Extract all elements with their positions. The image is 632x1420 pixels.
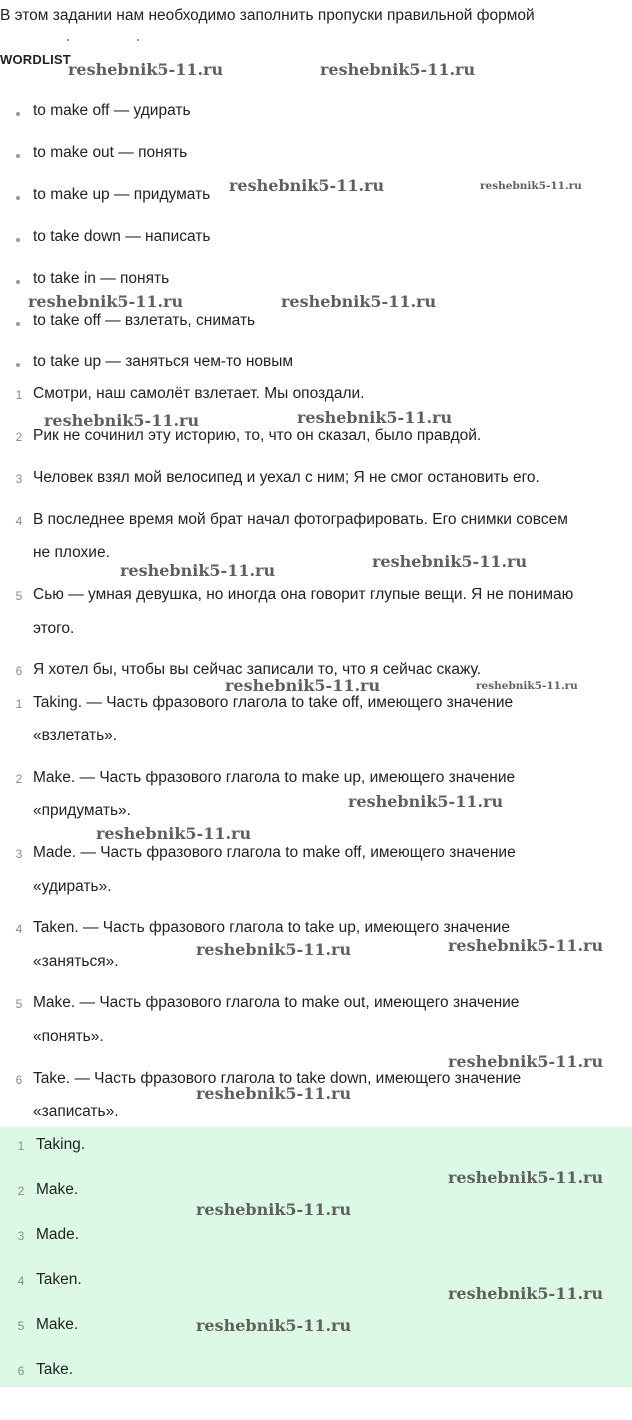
watermark: reshebnik5-11.ru xyxy=(281,292,437,311)
watermark: reshebnik5-11.ru xyxy=(348,792,504,811)
intro-text: В этом задании нам необходимо заполнить пропуски правильной формой xyxy=(0,7,535,24)
bullet-icon xyxy=(16,322,20,326)
answers-box: 1 Taking. 2 Make. 3 Made. 4 Taken. 5 Make. 6 Take. xyxy=(0,1127,632,1387)
watermark: reshebnik5-11.ru xyxy=(225,676,381,695)
watermark: reshebnik5-11.ru xyxy=(297,408,453,427)
watermark: reshebnik5-11.ru xyxy=(480,180,582,192)
bullet-icon xyxy=(16,363,20,367)
watermark: reshebnik5-11.ru xyxy=(372,552,528,571)
list-item-continuation: «удирать». xyxy=(33,878,112,895)
watermark: reshebnik5-11.ru xyxy=(448,1284,604,1303)
watermark: reshebnik5-11.ru xyxy=(196,940,352,959)
watermark: reshebnik5-11.ru xyxy=(44,411,200,430)
list-item-continuation: «записать». xyxy=(33,1103,119,1120)
list-item-continuation: «понять». xyxy=(33,1028,104,1045)
watermark: reshebnik5-11.ru xyxy=(448,1168,604,1187)
watermark: reshebnik5-11.ru xyxy=(68,60,224,79)
divider-dot xyxy=(67,39,69,41)
bullet-icon xyxy=(16,238,20,242)
list-item-continuation: «взлетать». xyxy=(33,727,118,744)
list-item-continuation: «придумать». xyxy=(33,802,131,819)
watermark: reshebnik5-11.ru xyxy=(448,1052,604,1071)
watermark: reshebnik5-11.ru xyxy=(476,680,578,692)
list-item-continuation: «заняться». xyxy=(33,953,119,970)
bullet-icon xyxy=(16,154,20,158)
list-item-continuation: не плохие. xyxy=(33,544,110,561)
watermark: reshebnik5-11.ru xyxy=(196,1316,352,1335)
watermark: reshebnik5-11.ru xyxy=(196,1084,352,1103)
watermark: reshebnik5-11.ru xyxy=(28,292,184,311)
watermark: reshebnik5-11.ru xyxy=(196,1200,352,1219)
watermark: reshebnik5-11.ru xyxy=(448,936,604,955)
wordlist-heading: WORDLIST xyxy=(0,52,71,67)
watermark: reshebnik5-11.ru xyxy=(229,176,385,195)
bullet-icon xyxy=(16,112,20,116)
watermark: reshebnik5-11.ru xyxy=(120,561,276,580)
divider-dot xyxy=(137,39,139,41)
bullet-icon xyxy=(16,280,20,284)
list-item-continuation: этого. xyxy=(33,620,75,637)
watermark: reshebnik5-11.ru xyxy=(320,60,476,79)
bullet-icon xyxy=(16,196,20,200)
watermark: reshebnik5-11.ru xyxy=(96,824,252,843)
